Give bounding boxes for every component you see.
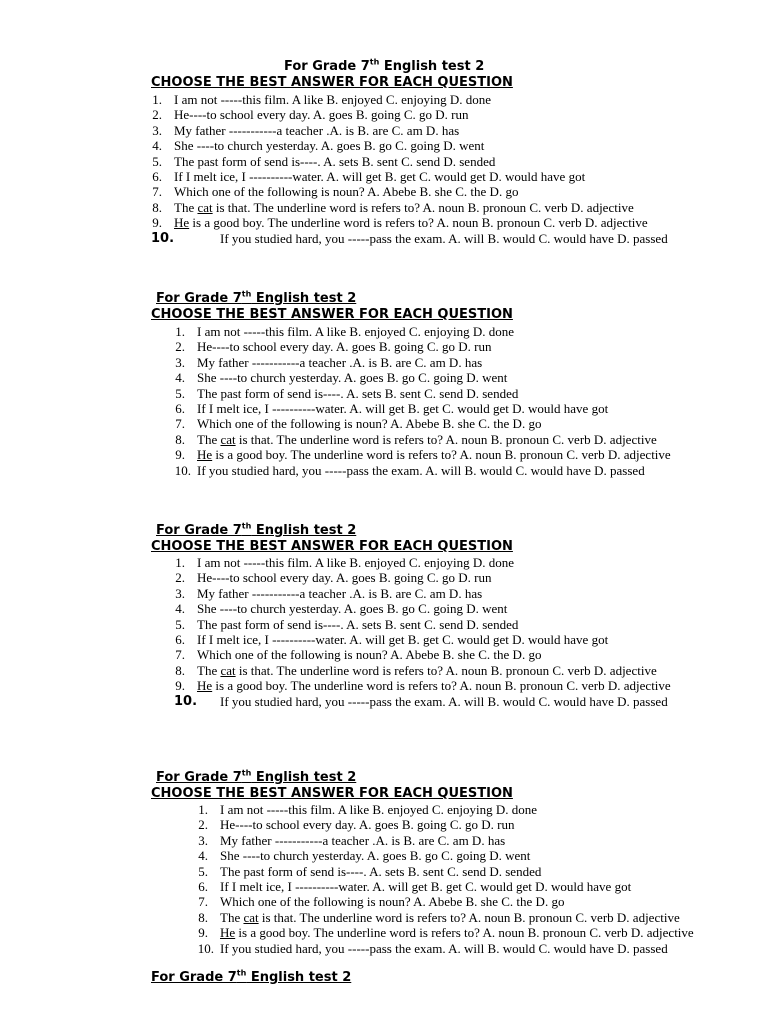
underlined-word: He [174,215,190,231]
document-page: For Grade 7th English test 2 CHOOSE THE BEST ANSWER FOR EACH QUESTION 1. I am not -----this film. A like B. enjoyed C. enjoying D. done 2. He----to school every day. A. goes B. going C. go D. run 3. My father -----------a teacher .A. is B. are C. am D. has 4. She ----to church yesterday. A. goes B. go C. going D. went 5. The past form of send is----. A. sets B. sent C. send D. sended 6. If I melt ice, I ----------water. A. will get B. get C. would get D. would have got 7. Which one of the following is noun? A. Abebe B. she C. the D. go 8. The cat is that. The underline word is refers to? A. noun B. pronoun C. verb D. adjective 9. He is a good boy. The underline word is refers to? A. noun B. pronoun C. verb D. adjective 10. If you studied hard, you -----pass the exam. A. will B. would C. would have D. passed For Grade 7th English test 2 CHOOSE THE BEST ANSWER FOR EACH QUESTION 1. I am not -----this film. A like B. enjoyed C. enjoying D. done 2. He----to school every day. A. goes B. going C. go D. run 3. My father -----------a teacher .A. is B. are C. am D. has 4. She ----to church yesterday. A. goes B. go C. going D. went 5. The past form of send is----. A. sets B. sent C. send D. sended 6. If I melt ice, I ----------water. A. will get B. get C. would get D. would have got 7. Which one of the following is noun? A. Abebe B. she C. the D. go 8. The cat is that. The underline word is refers to? A. noun B. pronoun C. verb D. adjective 9. He is a good boy. The underline word is refers to? A. noun B. pronoun C. verb D. adjective 10. If you studied hard, you -----pass the exam. A. will B. would C. would have D. passed For Grade 7th English test 2 CHOOSE THE BEST ANSWER FOR EACH QUESTION 1. I am not -----this film. A like B. enjoyed C. enjoying D. done 2. He----to school every day. A. goes B. going C. go D. run 3. My father -----------a teacher .A. is B. are C. am D. has 4. She ----to church yesterday. A. goes B. go C. going D. went 5. The past form of send is----. A. sets B. sent C. send D. sended 6. If I melt ice, I ----------water. A. will get B. get C. would get D. would have got 7. Which one of the following is noun? A. Abebe B. she C. the D. go 8. The cat is that. The underline word is refers to? A. noun B. pronoun C. verb D. adjective 9. He is a good boy. The underline word is refers to? A. noun B. pronoun C. verb D. adjective 10. If you studied hard, you -----pass the exam. A. will B. would C. would have D. passed For Grade 7th English test 2 CHOOSE THE BEST ANSWER FOR EACH QUESTION 1. I am not -----this film. A like B. enjoyed C. enjoying D. done 2. He----to school every day. A. goes B. going C. go D. run 3. My father -----------a teacher .A. is B. are C. am D. has 4. She ----to church yesterday. A. goes B. go C. going D. went 5. The past form of send is----. A. sets B. sent C. send D. sended 6. If I melt ice, I ----------water. A. will get B. get C. would get D. would have got 7. Which one of the following is noun? A. Abebe B. she C. the D. go 8. The cat is that. The underline word is refers to? A. noun B. pronoun C. verb D. adjective 9. He is a good boy. The underline word is refers to? A. noun B. pronoun C. verb D. adjective 10. If you studied hard, you -----pass the exam. A. will B. would C. would have D. passed For Grade 7th English test 2 [151,57,694,985]
instruction-heading: CHOOSE THE BEST ANSWER FOR EACH QUESTION [151,539,513,554]
underlined-word: cat [220,431,236,447]
underlined-word: He [220,925,236,941]
instruction-heading: CHOOSE THE BEST ANSWER FOR EACH QUESTION [151,75,513,90]
underlined-word: He [197,678,213,694]
underlined-word: cat [220,662,236,678]
test-title: For Grade 7th English test 2 [156,768,357,785]
instruction-heading: CHOOSE THE BEST ANSWER FOR EACH QUESTION [151,307,513,322]
test-title: For Grade 7th English test 2 [284,57,485,74]
underlined-word: cat [243,909,259,925]
test-title: For Grade 7th English test 2 [151,968,352,985]
test-title: For Grade 7th English test 2 [156,289,357,306]
underlined-word: He [197,447,213,463]
instruction-heading: CHOOSE THE BEST ANSWER FOR EACH QUESTION [151,786,513,801]
test-title: For Grade 7th English test 2 [156,521,357,538]
underlined-word: cat [197,199,213,215]
